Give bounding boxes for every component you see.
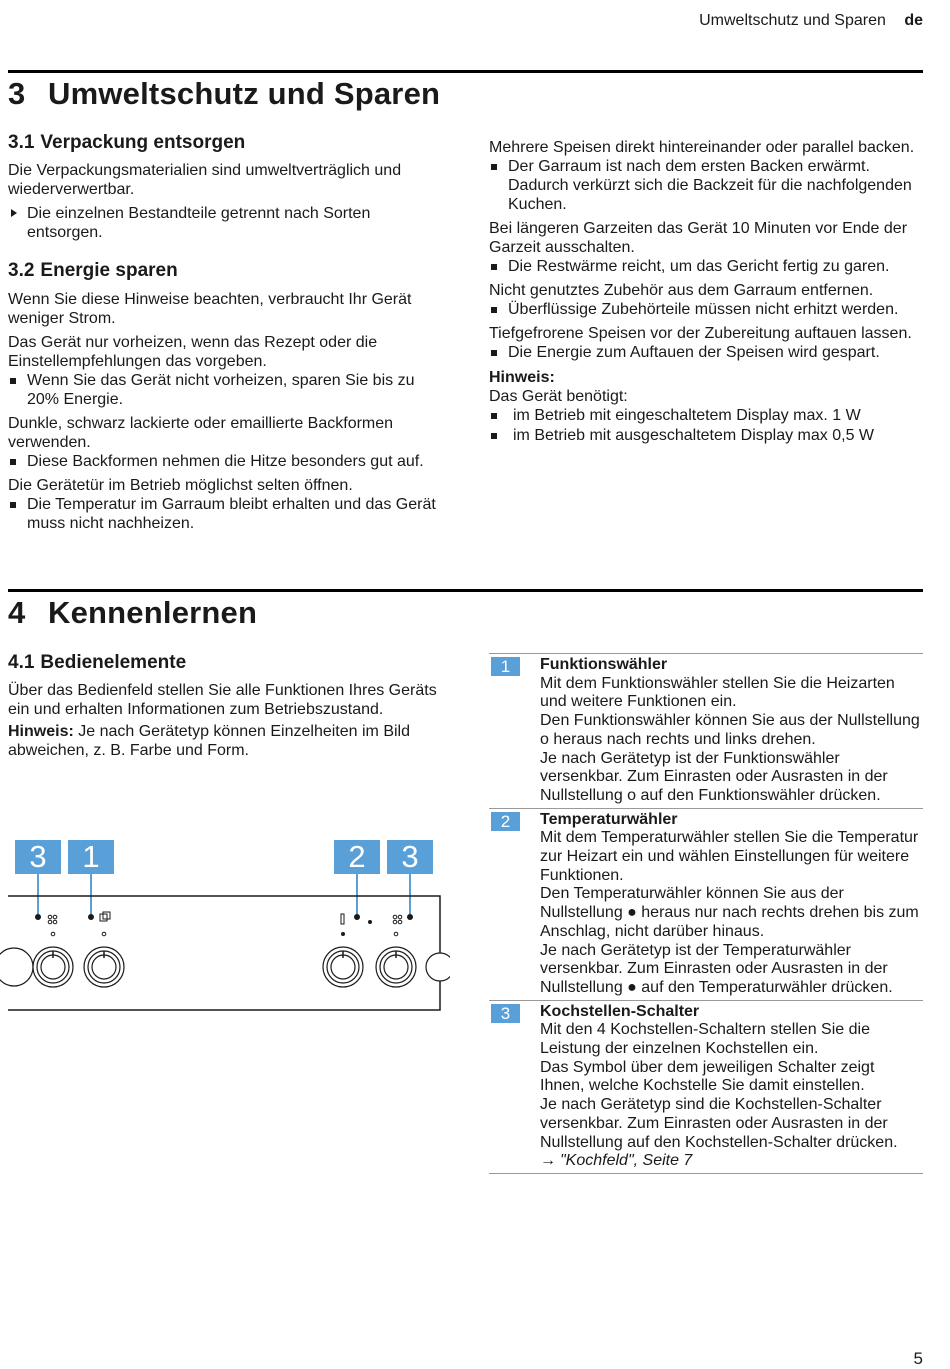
paragraph: Dunkle, schwarz lackierte oder emaillierte Backformen verwenden. (8, 415, 394, 451)
legend-item-2 (489, 808, 923, 1000)
bullet-item: Wenn Sie das Gerät nicht vorheizen, sparen Sie bis zu 20% Energie. (8, 371, 448, 409)
chapter-4-title: 4 Kennenlernen (8, 595, 258, 630)
chapter-4-left-column (8, 653, 448, 765)
page-header (699, 12, 923, 30)
figure-badge-1: 1 (68, 840, 114, 874)
chapter-4-rule (8, 589, 923, 592)
bullet-item: im Betrieb mit ausgeschaltetem Display max 0,5 W (489, 426, 915, 445)
section-3-1-heading: 3.1 Verpackung entsorgen (8, 132, 246, 153)
square-bullet-icon (491, 350, 497, 356)
note-label: Hinweis: (489, 369, 555, 386)
figure-badge-3-left: 3 (15, 840, 61, 874)
header-section-title: Umweltschutz und Sparen (699, 12, 886, 29)
cross-reference-link[interactable]: → "Kochfeld", Seite 7 (540, 1152, 693, 1170)
legend-number-badge: 1 (491, 657, 520, 676)
paragraph: Mehrere Speisen direkt hintereinander oder parallel backen. (489, 139, 915, 156)
arrow-right-icon: → (540, 1152, 556, 1170)
paragraph: Die Verpackungsmaterialien sind umweltverträglich und wiederverwertbar. (8, 162, 402, 198)
figure-badge-2: 2 (334, 840, 380, 874)
bullet-item: Die Temperatur im Garraum bleibt erhalten und das Gerät muss nicht nachheizen. (8, 495, 448, 533)
page-number: 5 (913, 1349, 923, 1368)
legend-line: Den Temperaturwähler können Sie aus der Nullstellung ● heraus nur nach rechts drehen bis zum Anschlag, nicht darüber hinaus. (540, 885, 919, 940)
bullet-item: Die Restwärme reicht, um das Gericht fertig zu garen. (489, 257, 915, 276)
square-bullet-icon (491, 264, 497, 270)
legend-number-badge: 3 (491, 1004, 520, 1023)
chapter-3-right-column (489, 138, 915, 446)
chapter-3-title: 3 Umweltschutz und Sparen (8, 76, 441, 111)
paragraph: Das Gerät nur vorheizen, wenn das Rezept oder die Einstellempfehlungen das vorgeben. (8, 334, 378, 370)
note-label: Hinweis: (8, 723, 74, 740)
arrow-icon (11, 209, 17, 217)
paragraph: Tiefgefrorene Speisen vor der Zubereitung auftauen lassen. (489, 325, 912, 342)
legend-title: Temperaturwähler (540, 810, 678, 828)
legend-line: Je nach Gerätetyp sind die Kochstellen-Schalter versenkbar. Zum Einrasten oder Ausrasten in der Nullstellung auf den Kochstellen-Schalter drücken. (540, 1096, 898, 1151)
legend-line: Mit dem Temperaturwähler stellen Sie die Temperatur zur Heizart ein und wählen Einstellungen für weitere Funktionen. (540, 829, 919, 884)
legend-line: Mit dem Funktionswähler stellen Sie die Heizarten und weitere Funktionen ein. (540, 674, 895, 711)
square-bullet-icon (10, 459, 16, 465)
square-bullet-icon (491, 164, 497, 170)
chapter-3-rule (8, 70, 923, 73)
legend-line: Mit den 4 Kochstellen-Schaltern stellen Sie die Leistung der einzelnen Kochstellen ein. (540, 1021, 870, 1058)
bullet-item: Der Garraum ist nach dem ersten Backen erwärmt. Dadurch verkürzt sich die Backzeit für die nachfolgenden Kuchen. (489, 157, 915, 214)
legend-line: Den Funktionswähler können Sie aus der Nullstellung o heraus nach rechts und links drehen. (540, 712, 920, 748)
legend-title: Funktionswähler (540, 656, 668, 673)
bullet-item: Die Energie zum Auftauen der Speisen wird gespart. (489, 343, 915, 362)
paragraph: Nicht genutztes Zubehör aus dem Garraum entfernen. (489, 282, 874, 299)
legend-line: Je nach Gerätetyp ist der Temperaturwähler versenkbar. Zum Einrasten oder Ausrasten in der Nullstellung ● auf den Temperaturwähler drücken. (540, 941, 893, 996)
legend-number-badge: 2 (491, 812, 520, 831)
paragraph: Wenn Sie diese Hinweise beachten, verbraucht Ihr Gerät weniger Strom. (8, 291, 412, 327)
legend-item-1 (489, 653, 923, 808)
paragraph: Über das Bedienfeld stellen Sie alle Funktionen Ihres Geräts ein und erhalten Informationen zum Betriebszustand. (8, 682, 437, 718)
legend-table (489, 653, 923, 1174)
square-bullet-icon (10, 502, 16, 508)
bullet-item: im Betrieb mit eingeschaltetem Display max. 1 W (489, 406, 915, 425)
section-3-2-heading: 3.2 Energie sparen (8, 260, 178, 281)
paragraph: Bei längeren Garzeiten das Gerät 10 Minuten vor Ende der Garzeit ausschalten. (489, 220, 908, 256)
chapter-3-left-column (8, 133, 448, 538)
note-text: Je nach Gerätetyp können Einzelheiten im Bild abweichen, z. B. Farbe und Form. (8, 723, 410, 759)
legend-item-3 (489, 1000, 923, 1174)
figure-badge-3-right: 3 (387, 840, 433, 874)
square-bullet-icon (491, 433, 497, 439)
legend-title: Kochstellen-Schalter (540, 1002, 700, 1020)
paragraph: Die Gerätetür im Betrieb möglichst selten öffnen. (8, 477, 353, 494)
section-4-1-heading: 4.1 Bedienelemente (8, 652, 187, 673)
bullet-item: Diese Backformen nehmen die Hitze besonders gut auf. (8, 452, 448, 471)
square-bullet-icon (10, 378, 16, 384)
instruction-item: Die einzelnen Bestandteile getrennt nach Sorten entsorgen. (8, 204, 448, 242)
note-paragraph (8, 722, 448, 760)
legend-line: Je nach Gerätetyp ist der Funktionswähler versenkbar. Zum Einrasten oder Ausrasten in der Nullstellung o auf den Funktionswähler drücken. (540, 749, 888, 804)
square-bullet-icon (491, 413, 497, 419)
note-text: Das Gerät benötigt: (489, 388, 628, 405)
legend-line: Das Symbol über dem jeweiligen Schalter zeigt Ihnen, welche Kochstelle Sie damit einstellen. (540, 1058, 875, 1095)
control-panel-illustration (0, 870, 450, 1020)
square-bullet-icon (491, 307, 497, 313)
bullet-item: Überflüssige Zubehörteile müssen nicht erhitzt werden. (489, 300, 915, 319)
header-language: de (904, 12, 923, 29)
